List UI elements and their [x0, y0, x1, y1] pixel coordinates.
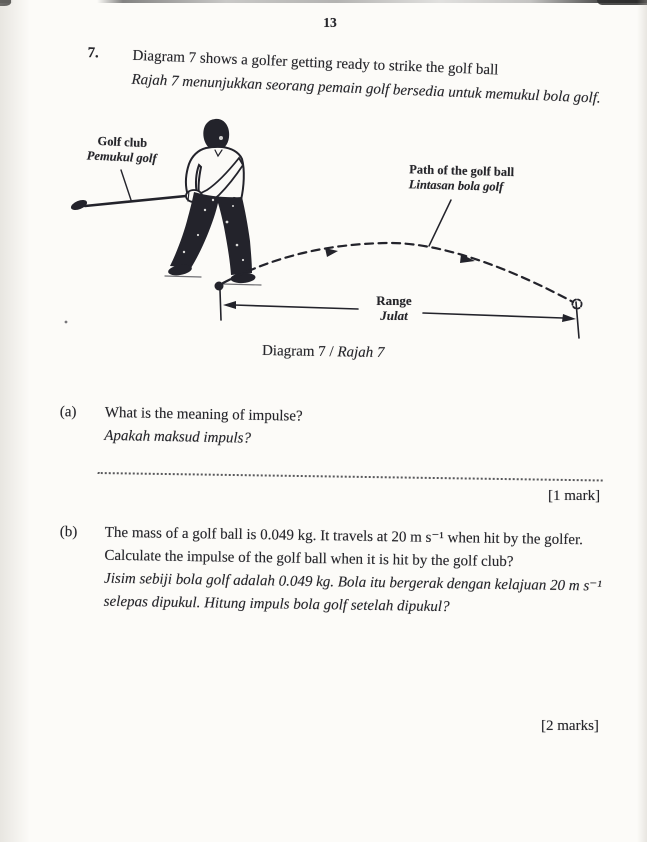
part-a-marks: [1 mark] — [548, 488, 601, 504]
path-label-leader-line — [429, 200, 451, 246]
scan-shadow-right — [637, 0, 647, 842]
part-a-label: (a) — [59, 403, 77, 421]
part-a-question-english: What is the meaning of impulse? — [104, 404, 303, 425]
ball-path-label-malay: Lintasan bola golf — [408, 177, 504, 194]
golfer-figure — [165, 119, 261, 285]
answer-dotted-line — [98, 456, 603, 481]
diagram-caption-english: Diagram 7 / — [261, 342, 334, 361]
trajectory-arrowhead-up — [325, 248, 338, 257]
part-b-marks: [2 marks] — [541, 718, 599, 734]
range-label — [354, 293, 434, 323]
part-a — [59, 401, 600, 457]
question-intro-malay: Rajah 7 menunjukkan seorang pemain golf bersedia untuk memukul bola golf. — [131, 71, 601, 107]
golf-club-leader-line — [121, 170, 131, 200]
golf-club-label-english: Golf club — [97, 133, 148, 151]
ball-path-label — [409, 162, 540, 195]
golf-club-label — [73, 133, 170, 167]
golf-club-label-malay: Pemukul golf — [86, 148, 157, 166]
question-7-header — [86, 42, 617, 111]
part-b — [59, 521, 605, 622]
part-b-label: (b) — [59, 523, 78, 541]
question-number: 7. — [87, 44, 100, 62]
ball-path-label-english: Path of the golf ball — [409, 162, 515, 180]
part-b-question-malay-line2: selepas dipukul. Hitung impuls bola golf setelah dipukul? — [103, 593, 450, 616]
golf-club-drawing — [70, 195, 196, 212]
part-a-question-malay: Apakah maksud impuls? — [104, 427, 252, 447]
range-label-english: Range — [376, 293, 412, 308]
range-label-malay: Julat — [380, 308, 408, 323]
part-b-question-english-line1: The mass of a golf ball is 0.049 kg. It travels at 20 m s⁻¹ when hit by the golfer. — [104, 524, 584, 549]
scan-edge-top — [0, 0, 647, 3]
question-intro-english: Diagram 7 shows a golfer getting ready to strike the golf ball — [132, 47, 499, 79]
part-b-question-english-line2: Calculate the impulse of the golf ball when it is hit by the golf club? — [104, 547, 514, 571]
page-number: 13 — [323, 15, 337, 30]
scan-dot-artifact — [65, 321, 68, 324]
diagram-caption-malay: Rajah 7 — [337, 344, 385, 362]
scan-shadow-left — [0, 0, 30, 842]
diagram-caption — [262, 343, 385, 362]
part-b-question-malay-line1: Jisim sebiji bola golf adalah 0.049 kg. Bola itu bergerak dengan kelajuan 20 m s⁻¹ — [103, 570, 602, 595]
